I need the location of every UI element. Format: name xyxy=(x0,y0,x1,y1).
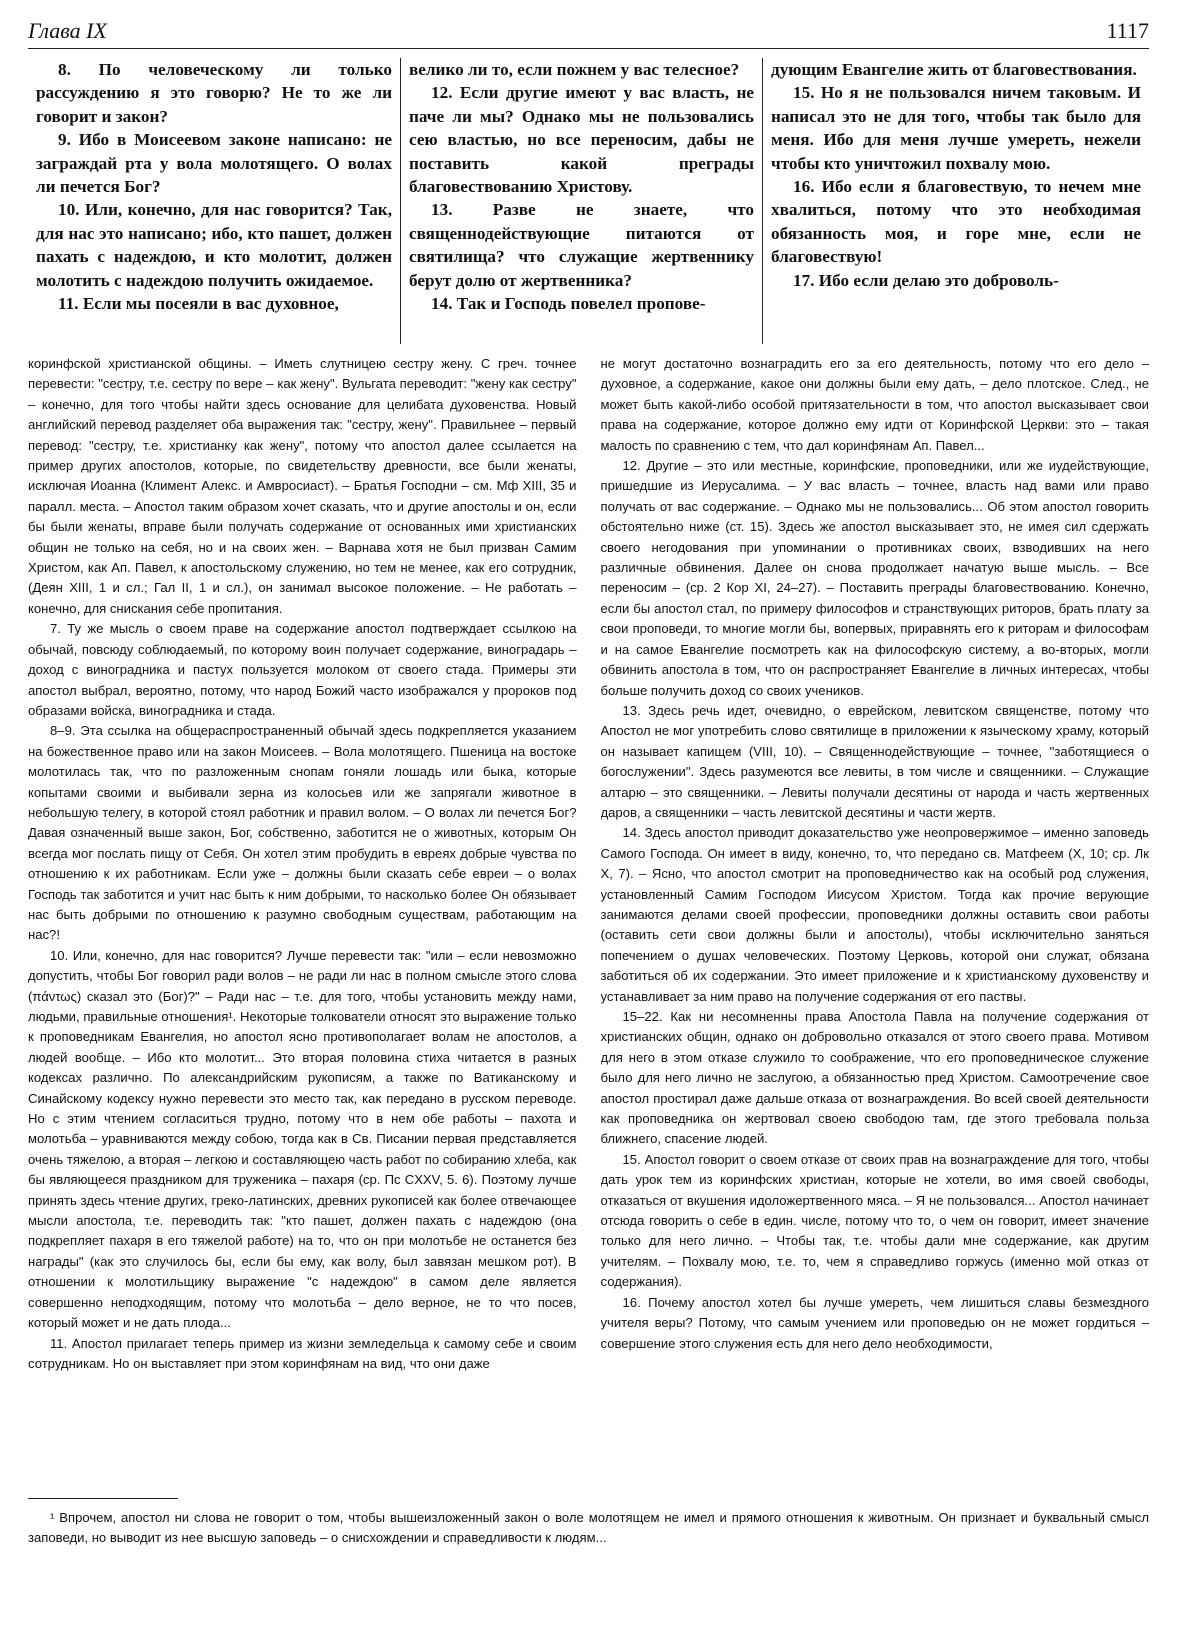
commentary-paragraph: 11. Апостол прилагает теперь пример из жизни земледельца к самому себе и своим сотрудникам. Но он выставляет при этом коринфянам на вид, что они даже xyxy=(28,1335,577,1371)
scripture-column-1 xyxy=(28,58,400,344)
page-header xyxy=(28,18,1149,46)
scripture-column-2 xyxy=(400,58,762,344)
commentary-paragraph: 8–9. Эта ссылка на общераспространенный обычай здесь подкрепляется указанием на божественное право или на закон Моисеев. – Вола молотящего. Пшеница на востоке молотилась так, что по разложенным снопам гоняли лошадь или быка, которые копытами своими и выбивали зерна из колосьев или же запрягали животное в небольшую телегу, в которой стоял работник и правил волом. – О волах ли печется Бог? Давая означенный выше закон, Бог, собственно, заботится не о животных, которым Он всегда мог послать пищу от Себя. Он хотел этим пробудить в евреях добрые чувства по отношению к их работникам. Если уже – должны были сказать себе евреи – о волах Господь так заботится и учит нас быть к ним добрыми, то насколько более Он обязывает нас быть добрыми по отношению к разумно свободным существам, работающим на нас?! xyxy=(28,723,577,943)
header-rule xyxy=(28,48,1149,49)
verse-8: 8. По человеческому ли только рассуждению я это говорю? Не то же ли говорит и закон? xyxy=(36,60,392,126)
scripture-text xyxy=(28,58,1149,344)
commentary-paragraph: коринфской христианской общины. – Иметь слутницею сестру жену. С греч. точнее перевести: "сестру, т.е. сестру по вере – как жену". Вульгата переводит: "жену как сестру" – конечно, для того чтобы найти здесь основание для целибата духовенства. Новый английский перевод разделяет оба выражения так: "сестру, жену". Правильнее – первый перевод: "сестру, т.е. христианку как жену", потому что апостол далее ссылается на пример других апостолов, которые, по свидетельству древности, все были женаты, исключая Иоанна (Климент Алекс. и Амвросиаст). – Братья Господни – см. Мф XIII, 35 и паралл. места. – Апостол таким образом хочет сказать, что и другие апостолы и он, если бы были женаты, вправе были получать содержание от основанных ими христианских общин не только на себя, но и на своих жен. – Варнава хотя не был призван Самим Христом, как Ап. Павел, к апостольскому служению, но тем не менее, как его сотрудник, (Деян XIII, 1 и сл.; Гал II, 1 и сл.), он занимал высокое положение. – Не работать – конечно, для снискания себе пропитания. xyxy=(28,356,577,616)
verse-15: 15. Но я не пользовался ничем таковым. И написал это не для того, чтобы так было для меня. Ибо для меня лучше умереть, нежели чтобы кто уничтожил похвалу мою. xyxy=(771,83,1141,173)
verse-11-cont: велико ли то, если пожнем у вас телесное? xyxy=(409,60,740,79)
verse-11: 11. Если мы посеяли в вас духовное, xyxy=(58,294,339,314)
commentary-paragraph: 15. Апостол говорит о своем отказе от своих прав на вознаграждение для того, чтобы дать урок тем из коринфских христиан, которые не хотели, во имя своей свободы, отказаться от вкушения идоложертвенного мяса. – Я не пользовался... Апостол начинает отсюда говорить о себе в един. числе, потому что то, о чем он говорит, имеет значение только для него лично. – Чтобы так, т.е. чтобы дали мне содержание, как другим учителям. – Похвалу мою, т.е. то, чем я справедливо горжусь (именно мой отказ от содержания). xyxy=(600,1151,1149,1290)
verse-13: 13. Разве не знаете, что священнодействующие питаются от святилища? что служащие жертвеннику берут долю от жертвенника? xyxy=(409,200,754,290)
commentary-left-column xyxy=(28,354,577,1484)
commentary-paragraph: не могут достаточно вознаградить его за его деятельность, потому что его дело – духовное, а содержание, какое они должны были ему дать, – дело плотское. След., не может быть какой-либо особой притязательности в том, что апостол высказывает свои права на содержание, которое должно ему идти от Коринфской Церкви: это – такая малость по сравнению с тем, что дал коринфянам Ап. Павел... xyxy=(600,356,1149,453)
verse-9: 9. Ибо в Моисеевом законе написано: не заграждай рта у вола молотящего. О волах ли печется Бог? xyxy=(36,130,392,197)
footnote-rule xyxy=(28,1498,178,1499)
commentary xyxy=(28,354,1149,1484)
chapter-title: Глава IX xyxy=(28,18,107,43)
commentary-paragraph: 14. Здесь апостол приводит доказательство уже неопровержимое – именно заповедь Самого Господа. Он имеет в виду, конечно, то, что передано св. Матфеем (X, 10; ср. Лк X, 7). – Ясно, что апостол смотрит на проповедничество как на особый род служения, установленный Самим Господом Иисусом Христом. Тогда как прочие верующие занимаются делами своей профессии, проповедники должны оставить свои работы (оставить сети свои должны были и апостолы), чтобы исключительно заняться попечением о душах человеческих. Поэтому Церковь, которой они служат, обязана заботиться об их содержании. Это имеет приложение и к христианскому духовенству и устанавливает за ним право на получение содержания от его паствы. xyxy=(600,825,1149,1004)
footnote: ¹ Впрочем, апостол ни слова не говорит о том, чтобы вышеизложенный закон о воле молотящем не имел и прямого отношения к животным. Он признает и буквальный смысл заповеди, но выводит из нее высшую заповедь – о снисхождении и справедливости к людям... xyxy=(28,1510,1149,1546)
commentary-right-column xyxy=(601,354,1150,1484)
commentary-paragraph: 7. Ту же мысль о своем праве на содержание апостол подтверждает ссылкою на обычай, повсюду соблюдаемый, по которому воин получает содержание, виноградарь – доход с виноградника и пастух пользуется молоком от своего стада. Примеры эти апостол выбрал, вероятно, потому, что народ Божий часто изображался у пророков под образами войска, виноградника и стада. xyxy=(28,621,577,718)
verse-12: 12. Если другие имеют у вас власть, не паче ли мы? Однако мы не пользовались сею властью, но все переносим, дабы не поставить какой преграды благовествованию Христову. xyxy=(409,83,754,197)
commentary-paragraph: 12. Другие – это или местные, коринфские, проповедники, или же иудействующие, пришедшие из Иерусалима. – У вас власть – точнее, власть над вами или право получать от вас содержание. – Однако мы не пользовались... Об этом апостол говорить обстоятельно ниже (ст. 15). Здесь же апостол высказывает это, не имея сил сдержать своего негодования при упоминании о противниках своих, взводивших на него различные обвинения. Далее он снова продолжает начатую выше мысль. – Все переносим – (ср. 2 Кор XI, 24–27). – Поставить преграды благовествованию. Конечно, если бы апостол стал, по примеру философов и странствующих риторов, брать плату за свои проповеди, то многие могли бы, вопервых, приравнять его к риторам и философам и на самое Евангелие посмотреть как на философскую систему, а во-вторых, могли обвинить апостола в том, что он распространяет Евангелие в личных интересах, чтобы больше получить доход со своих учеников. xyxy=(600,458,1149,698)
page-number: 1117 xyxy=(1106,18,1149,43)
commentary-paragraph: 10. Или, конечно, для нас говорится? Лучше перевести так: "или – если невозможно допустить, чтобы Бог говорил ради волов – не ради ли нас в полном смысле этого слова (πάντως) сказал это (Бог)?" – Ради нас – т.е. для того, чтобы установить между нами, людьми, правильные отношения¹. Некоторые толкователи относят это выражение только к проповедникам Евангелия, но апостол ясно противополагает волам не апостолов, а людей вообще. – Ибо кто молотит... Это вторая половина стиха читается в разных кодексах различно. По александрийским рукописям, а также по Ватиканскому и Синайскому кодексу нужно перевести это место так, как передано в русском переводе. Но с этим чтением согласиться трудно, потому что в нем обе работы – пахота и молотьба – уравниваются между собою, тогда как в Св. Писании первая представляется очень тяжелою, а вторая – легкою и составляющею часть работ по собиранию хлеба, как бы являющееся праздником для труженика – пахаря (ср. Пс CXXV, 5. 6). Поэтому лучше принять здесь чтение других, греко-латинских, древних рукописей как более отвечающее мысли апостола, т.е. переводить так: "кто пашет, должен пахать с надеждою (она подкрепляет пахаря в его тяжелой работе) на то, что он при молотьбе не останется без награды" (как это случилось бы, если бы ему, как волу, был завязан мешком рот). В отношении к молотильщику выражение "с надеждою" в самом деле является совершенно неподходящим, потому что молотьба – дело верное, не то что посев, который может и не дать плода... xyxy=(28,947,577,1331)
commentary-paragraph: 15–22. Как ни несомненны права Апостола Павла на получение содержания от христианских общин, однако он добровольно отказался от этого своего права. Мотивом для него в этом отказе служило то соображение, что его проповедническое служение было для него лично не заслугою, а обязанностью пред Христом. Самоотречение свое апостол простирал даже дальше отказа от вознаграждения. Во всей своей деятельности как проповедника он жертвовал своею свободою там, где этого требовала польза ближнего, спасение людей. xyxy=(600,1009,1149,1147)
verse-14: 14. Так и Господь повелел пропове- xyxy=(431,294,706,314)
verse-16: 16. Ибо если я благовествую, то нечем мне хвалиться, потому что это необходимая обязанность моя, и горе мне, если не благовествую! xyxy=(771,177,1141,267)
verse-14-cont: дующим Евангелие жить от благовествования. xyxy=(771,60,1137,79)
commentary-paragraph: 16. Почему апостол хотел бы лучше умереть, чем лишиться славы безмездного учителя веры? Потому, что самым учением или проповедью он не может гордиться – совершение этого служения есть для него дело необходимости, xyxy=(600,1294,1149,1351)
verse-10: 10. Или, конечно, для нас говорится? Так, для нас это написано; ибо, кто пашет, должен пахать с надеждою, и кто молотит, должен молотить с надеждою получить ожидаемое. xyxy=(36,200,392,290)
verse-17: 17. Ибо если делаю это доброволь- xyxy=(793,270,1059,290)
commentary-paragraph: 13. Здесь речь идет, очевидно, о еврейском, левитском священстве, потому что Апостол не мог употребить слово святилище в приложении к языческому храму, который он называет капищем (VIII, 10). – Священнодействующие – точнее, "заботящиеся о богослужении". Здесь разумеются все левиты, в том числе и священники. – Служащие алтарю – это священники. – Левиты получали десятины от народа и часть жертвенных даров, а священники – часть левитской десятины и части жертв. xyxy=(600,702,1149,820)
scripture-column-3 xyxy=(762,58,1149,344)
